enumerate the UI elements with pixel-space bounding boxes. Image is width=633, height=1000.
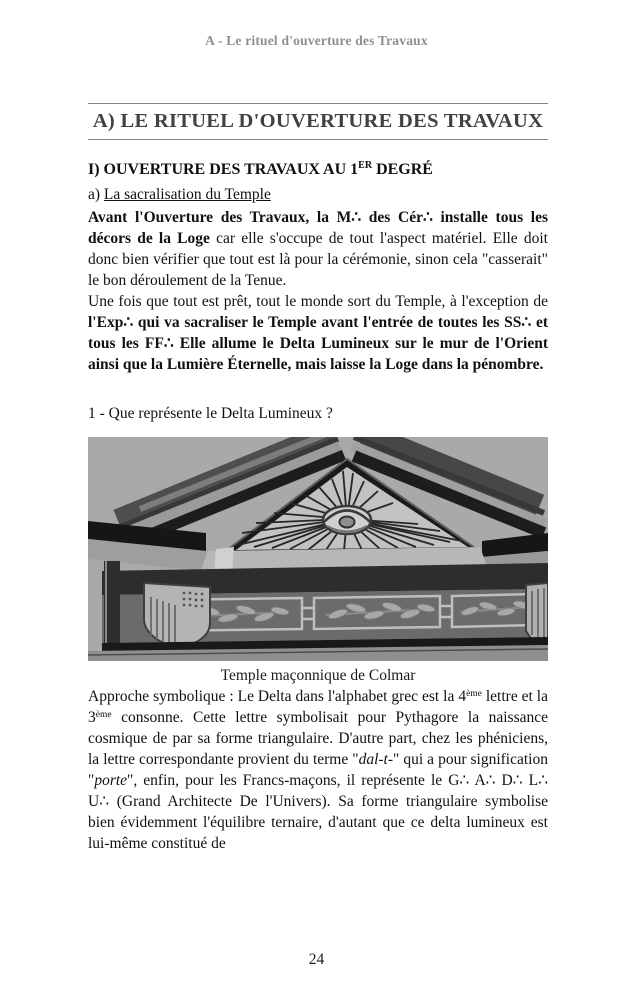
p3-italic-porte: porte: [94, 772, 128, 789]
p3-text-d: " qui a pour signification ": [88, 751, 548, 789]
p3-text-b: lettre et la 3: [88, 688, 548, 726]
paragraph-1: [88, 207, 548, 291]
p3-text-a: Approche symbolique : Le Delta dans l'alphabet grec est la 4: [88, 688, 467, 705]
figure-caption: Temple maçonnique de Colmar: [220, 667, 416, 684]
paragraph-3: [88, 686, 548, 854]
p3-text-e: ", enfin, pour les Francs-maçons, il représente le G∴ A∴ D∴ L∴ U∴ (Grand Architecte De l'Univers). Sa forme triangulaire symbolise bien évidemment l'équilibre ternaire, d'autant que ce delta lumineux est lui-même constitué de: [88, 772, 548, 852]
page-number: 24: [308, 951, 325, 968]
section-heading-post: DEGRÉ: [372, 161, 433, 178]
section-heading-superscript: ER: [358, 160, 373, 171]
paragraph-2: [88, 291, 548, 375]
p3-superscript-2: ème: [95, 710, 112, 720]
paragraph-1-bold: Avant l'Ouverture des Travaux, la M∴ des Cér∴ installe tous les décors de la Loge: [88, 209, 548, 247]
p3-text-c: consonne. Cette lettre symbolisait pour Pythagore la naissance cosmique de par sa forme triangulaire. D'autre part, chez les phéniciens, la lettre correspondante provient du terme ": [88, 709, 548, 768]
subsection-underlined-text: La sacralisation du Temple: [103, 186, 271, 203]
running-header: A - Le rituel d'ouverture des Travaux: [205, 33, 428, 48]
paragraph-2-regular: Une fois que tout est prêt, tout le monde sort du Temple, à l'exception de: [88, 293, 548, 310]
temple-pediment-photo: [88, 437, 548, 661]
subsection-prefix: a): [88, 186, 104, 203]
paragraph-1-regular: car elle s'occupe de tout l'aspect matériel. Elle doit donc bien vérifier que tout est là pour la cérémonie, sinon cela "casserait" le bon déroulement de la Tenue.: [88, 230, 548, 289]
question-line: 1 - Que représente le Delta Lumineux ?: [88, 405, 333, 422]
temple-pediment-illustration: [88, 437, 548, 661]
chapter-title: [88, 103, 548, 140]
p3-italic-dal-t: dal-t-: [358, 751, 394, 768]
chapter-title-text: A) LE RITUEL D'OUVERTURE DES TRAVAUX: [92, 110, 544, 132]
p3-superscript-1: ème: [466, 689, 482, 699]
paragraph-2-bold: l'Exp∴ qui va sacraliser le Temple avant l'entrée de toutes les SS∴ et tous les FF∴ Elle allume le Delta Lumineux sur le mur de l'Orient ainsi que la Lumière Éternelle, mais laisse la Loge dans la pénombre.: [88, 314, 548, 373]
section-heading: [88, 159, 548, 181]
subsection-heading: [88, 184, 548, 205]
section-heading-pre: I) OUVERTURE DES TRAVAUX AU 1: [88, 161, 359, 178]
figure-temple-colmar: [88, 437, 548, 686]
page-content: [88, 159, 548, 854]
